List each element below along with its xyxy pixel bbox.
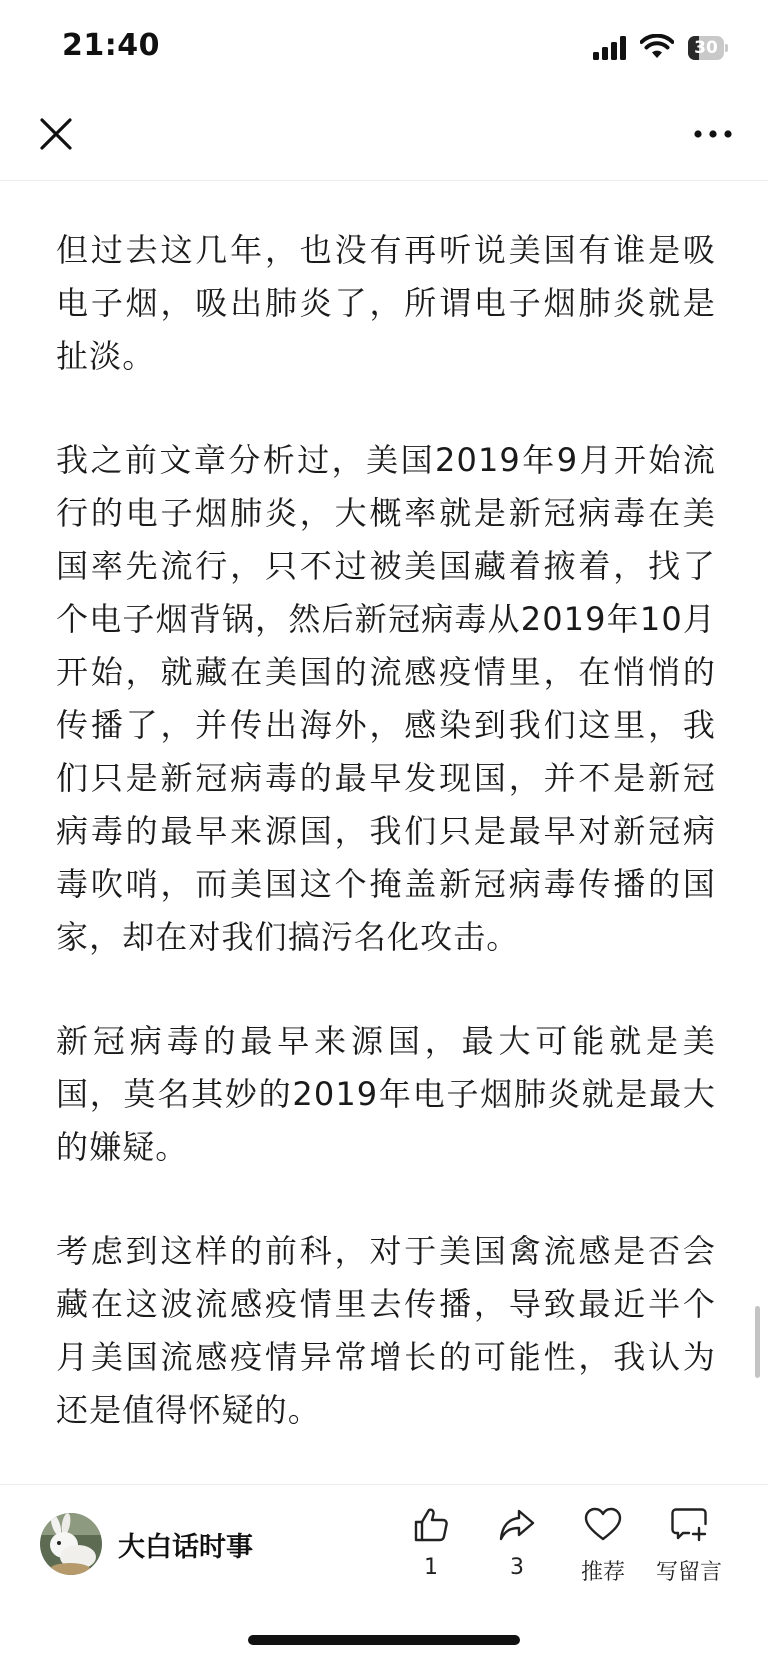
article-body xyxy=(56,224,716,1488)
more-button[interactable] xyxy=(688,114,738,158)
close-icon xyxy=(36,114,80,158)
status-time: 21:40 xyxy=(62,28,160,63)
paragraph: 考虑到这样的前科，对于美国禽流感是否会藏在这波流感疫情里去传播，导致最近半个月美国流感疫情异常增长的可能性，我认为还是值得怀疑的。 xyxy=(56,1232,716,1429)
author-avatar[interactable] xyxy=(40,1513,102,1575)
signal-icon xyxy=(593,36,627,60)
recommend-label: 推荐 xyxy=(580,1560,625,1585)
close-button[interactable] xyxy=(36,114,80,158)
scroll-indicator[interactable] xyxy=(755,1306,760,1378)
share-icon xyxy=(497,1505,537,1545)
home-indicator[interactable] xyxy=(248,1635,520,1645)
wifi-icon xyxy=(640,34,674,60)
paragraph: 我之前文章分析过，美国2019年9月开始流行的电子烟肺炎，大概率就是新冠病毒在美国率先流行，只不过被美国藏着掖着，找了个电子烟背锅，然后新冠病毒从2019年10月开始，就藏在美国的流感疫情里，在悄悄的传播了，并传出海外，感染到我们这里，我们只是新冠病毒的最早发现国，并不是新冠病毒的最早来源国，我们只是最早对新冠病毒吹哨，而美国这个掩盖新冠病毒传播的国家，却在对我们搞污名化攻击。 xyxy=(56,441,716,956)
nav-bar xyxy=(0,96,768,181)
share-count: 3 xyxy=(510,1555,524,1580)
author-name[interactable]: 大白话时事 xyxy=(118,1532,253,1563)
rabbit-avatar-icon xyxy=(40,1513,102,1575)
bottom-bar xyxy=(0,1484,768,1664)
paragraph: 新冠病毒的最早来源国，最大可能就是美国，莫名其妙的2019年电子烟肺炎就是最大的嫌疑。 xyxy=(56,1022,716,1166)
like-count: 1 xyxy=(424,1555,438,1580)
share-button[interactable] xyxy=(472,1505,562,1585)
recommend-button[interactable] xyxy=(558,1505,648,1585)
status-bar xyxy=(0,0,768,96)
battery-indicator xyxy=(688,36,728,60)
comment-icon xyxy=(669,1505,709,1545)
battery-level: 30 xyxy=(694,38,718,58)
comment-label: 写留言 xyxy=(655,1560,722,1585)
comment-button[interactable] xyxy=(644,1505,734,1585)
more-icon xyxy=(688,114,738,158)
like-button[interactable] xyxy=(386,1505,476,1585)
heart-icon xyxy=(583,1505,623,1545)
thumbs-up-icon xyxy=(411,1505,451,1545)
paragraph: 但过去这几年，也没有再听说美国有谁是吸电子烟，吸出肺炎了，所谓电子烟肺炎就是扯淡。 xyxy=(56,231,716,375)
